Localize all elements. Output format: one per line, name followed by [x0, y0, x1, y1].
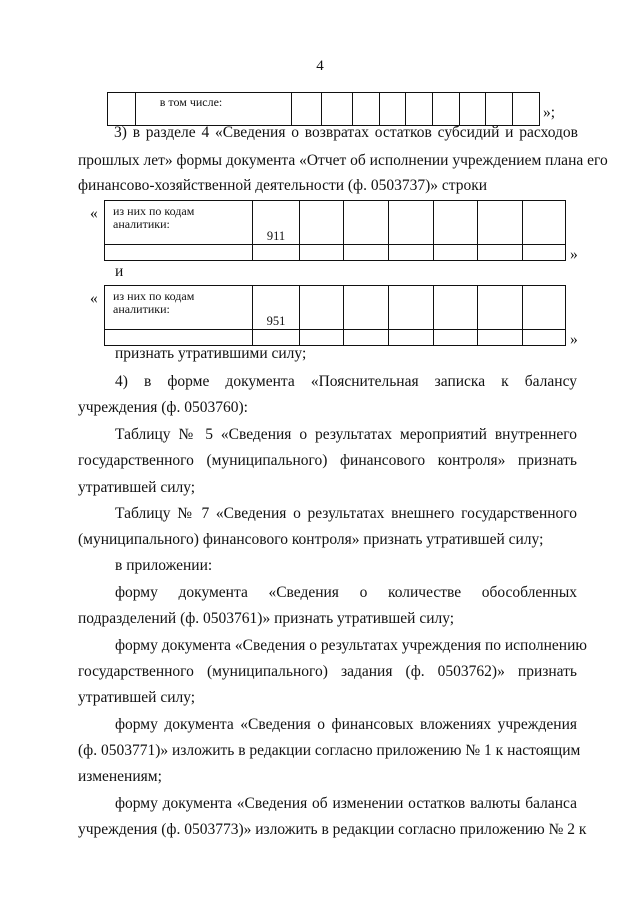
- table-cell: [433, 286, 478, 330]
- text-recognize-invalid: признать утратившими силу;: [115, 345, 307, 362]
- table-cell-label: [105, 201, 253, 245]
- table-cell-code: [253, 286, 299, 330]
- table-cell: [389, 286, 434, 330]
- form73-line2: учреждения (ф. 0503773)» изложить в редакции согласно приложению № 2 к: [78, 821, 587, 838]
- form62-line3: утратившей силу;: [78, 689, 196, 706]
- table-cell: [389, 201, 434, 245]
- code-951: 951: [266, 314, 286, 328]
- table-top-fragment: [107, 92, 540, 126]
- table-cell: [523, 330, 566, 346]
- form73-line1: форму документа «Сведения об изменении остатков валюты баланса: [115, 795, 577, 812]
- form62-line2: государственного (муниципального) задания (ф. 0503762)» признать: [78, 663, 577, 680]
- table-cell: [459, 93, 486, 126]
- text-in-appendix: в приложении:: [115, 557, 213, 574]
- table-cell: [478, 330, 523, 346]
- form71-line1: форму документа «Сведения о финансовых вложениях учреждения: [115, 716, 577, 733]
- table-cell: [299, 245, 344, 261]
- table-cell: [344, 330, 389, 346]
- open-quote-951: «: [90, 290, 98, 307]
- table-cell: [253, 245, 299, 261]
- label-analytics-codes-951: из них по кодам аналитики:: [113, 289, 195, 316]
- para3-line2: прошлых лет» формы документа «Отчет об исполнении учреждением плана его: [78, 152, 608, 169]
- table-cell: [486, 93, 513, 126]
- table-cell: [379, 93, 406, 126]
- table-cell: [322, 93, 353, 126]
- table-cell: [433, 245, 478, 261]
- open-quote-911: «: [90, 205, 98, 222]
- form71-line3: изменениям;: [78, 768, 162, 785]
- table5-line2: государственного (муниципального) финансового контроля» признать: [78, 452, 577, 469]
- table7-line1: Таблицу № 7 «Сведения о результатах внешнего государственного: [115, 505, 577, 522]
- para4-line1: 4) в форме документа «Пояснительная записка к балансу: [115, 373, 577, 390]
- table-code-911: [104, 200, 566, 261]
- table-cell: [344, 245, 389, 261]
- table-cell: [344, 286, 389, 330]
- table-cell: [299, 286, 344, 330]
- table-cell: [523, 245, 566, 261]
- para3-line3: финансово-хозяйственной деятельности (ф. 0503737)» строки: [78, 177, 488, 194]
- table-cell: [523, 286, 566, 330]
- para3-line1: 3) в разделе 4 «Сведения о возвратах остатков субсидий и расходов: [114, 124, 578, 141]
- table-cell: [352, 93, 379, 126]
- table-cell: [135, 93, 291, 126]
- table-cell: [478, 245, 523, 261]
- table-cell: [389, 330, 434, 346]
- table-cell: [433, 93, 460, 126]
- form62-line1: форму документа «Сведения о результатах учреждения по исполнению: [115, 637, 587, 654]
- form71-line2: (ф. 0503771)» изложить в редакции согласно приложению № 1 к настоящим: [78, 742, 581, 759]
- table-cell: [291, 93, 322, 126]
- table-cell-code: [253, 201, 299, 245]
- table-cell: [389, 245, 434, 261]
- table5-line1: Таблицу № 5 «Сведения о результатах мероприятий внутреннего: [115, 426, 577, 443]
- table-cell: [105, 245, 253, 261]
- table-cell: [478, 201, 523, 245]
- form61-line2: подразделений (ф. 0503761)» признать утратившей силу;: [78, 610, 455, 627]
- close-quote-911: »: [570, 246, 578, 263]
- closing-quote-semicolon: »;: [543, 104, 556, 121]
- page-number: 4: [316, 58, 324, 74]
- table-cell: [478, 286, 523, 330]
- table-cell-label: [105, 286, 253, 330]
- table7-line2: (муниципального) финансового контроля» признать утратившей силу;: [78, 531, 544, 548]
- table-cell: [406, 93, 433, 126]
- label-analytics-codes-911: из них по кодам аналитики:: [113, 204, 195, 231]
- table-cell: [433, 330, 478, 346]
- table-cell: [433, 201, 478, 245]
- para4-line2: учреждения (ф. 0503760):: [78, 399, 248, 416]
- form61-line1: форму документа «Сведения о количестве обособленных: [115, 584, 577, 601]
- table-label-in-total: в том числе:: [159, 95, 223, 109]
- table-code-951: [104, 285, 566, 346]
- table-cell: [344, 201, 389, 245]
- table-cell: [523, 201, 566, 245]
- code-911: 911: [266, 229, 286, 243]
- table-cell: [513, 93, 540, 126]
- close-quote-951: »: [570, 331, 578, 348]
- table5-line3: утратившей силу;: [78, 479, 196, 496]
- table-cell: [108, 93, 136, 126]
- conjunction-and: и: [115, 263, 124, 280]
- table-cell: [299, 201, 344, 245]
